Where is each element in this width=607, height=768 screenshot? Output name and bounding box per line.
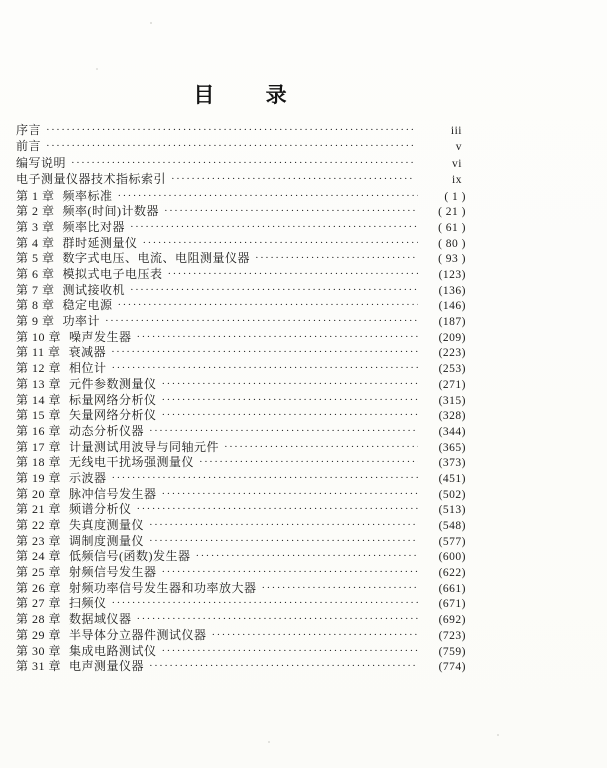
chapter-number: 第 20 章	[16, 486, 62, 501]
page-number: ix	[452, 174, 462, 187]
entry-title: 噪声发生器	[69, 329, 132, 344]
entry-title: 模拟式电子电压表	[62, 267, 163, 281]
toc-entry	[16, 642, 466, 658]
page-number: (451)	[438, 472, 466, 485]
dot-leader	[149, 533, 418, 548]
dot-leader	[196, 548, 418, 563]
page-number: (123)	[438, 269, 466, 281]
dot-leader	[149, 423, 418, 438]
dot-leader	[224, 439, 418, 454]
toc-entry	[16, 137, 466, 153]
chapter-number: 第 25 章	[16, 565, 62, 580]
entry-title: 半导体分立器件测试仪器	[69, 627, 207, 642]
toc-entry	[16, 312, 466, 328]
page-title: 目 录	[193, 83, 289, 107]
chapter-number: 第 2 章	[16, 204, 55, 219]
dot-leader	[112, 470, 418, 485]
dot-leader	[112, 360, 418, 375]
dot-leader	[162, 376, 418, 391]
chapter-number: 第 6 章	[16, 267, 55, 281]
chapter-number: 第 13 章	[16, 376, 62, 391]
chapter-number: 第 28 章	[16, 612, 62, 627]
page-number: (136)	[438, 284, 466, 297]
entry-title: 群时延测量仪	[62, 235, 138, 250]
dot-leader	[130, 219, 418, 234]
chapter-number: 第 24 章	[16, 549, 62, 564]
toc-entry	[16, 485, 466, 501]
page-number: (622)	[438, 567, 466, 580]
entry-title: 前言	[16, 139, 42, 154]
toc-entry	[16, 626, 466, 642]
entry-title: 低频信号(函数)发生器	[69, 549, 191, 564]
dot-leader	[118, 297, 418, 312]
dot-leader	[143, 235, 418, 250]
entry-title: 电声测量仪器	[69, 659, 145, 674]
page-number: (774)	[438, 661, 466, 674]
page-number: ( 1 )	[444, 190, 466, 203]
toc-entry	[16, 218, 466, 234]
page-number: (577)	[438, 535, 466, 548]
toc-entry	[16, 469, 466, 485]
dot-leader	[162, 564, 418, 579]
page-number: vi	[452, 157, 462, 170]
entry-title: 调制度测量仪	[69, 533, 145, 548]
chapter-number: 第 5 章	[16, 251, 55, 266]
page-number: (661)	[438, 582, 466, 595]
dot-leader	[199, 454, 418, 469]
toc-entry	[16, 422, 466, 438]
entry-title: 失真度测量仪	[69, 518, 145, 532]
chapter-number: 第 16 章	[16, 423, 62, 438]
dot-leader	[149, 517, 418, 532]
page-number: (548)	[438, 520, 466, 532]
entry-title: 编写说明	[16, 155, 67, 170]
chapter-number: 第 23 章	[16, 533, 62, 548]
entry-title: 集成电路测试仪	[69, 643, 157, 658]
entry-title: 示波器	[69, 470, 107, 485]
dot-leader	[46, 122, 414, 137]
toc-entry	[16, 657, 466, 673]
page-number: (723)	[438, 629, 466, 642]
page-number: (253)	[438, 363, 466, 376]
front-matter-list	[16, 121, 466, 187]
dot-leader	[171, 171, 414, 186]
toc-entry	[16, 563, 466, 579]
chapter-number: 第 8 章	[16, 298, 55, 313]
page-number: (344)	[438, 425, 466, 438]
dot-leader	[112, 595, 418, 610]
chapter-number: 第 17 章	[16, 439, 62, 454]
entry-title: 扫频仪	[69, 596, 107, 611]
toc-entry	[16, 500, 466, 516]
toc-entry	[16, 187, 466, 203]
page-number: (513)	[438, 504, 466, 517]
dot-leader	[162, 486, 418, 501]
page-number: ( 21 )	[438, 206, 466, 219]
chapter-number: 第 27 章	[16, 596, 62, 611]
chapter-number: 第 1 章	[16, 188, 55, 203]
toc-entry	[16, 343, 466, 359]
toc-entry	[16, 154, 466, 170]
page-number: v	[455, 141, 462, 154]
dot-leader	[46, 138, 414, 153]
chapter-number: 第 31 章	[16, 659, 62, 674]
toc-entry	[16, 170, 466, 186]
toc-entry	[16, 594, 466, 610]
chapter-number: 第 30 章	[16, 643, 62, 658]
page-number: (328)	[438, 410, 466, 423]
chapter-number: 第 19 章	[16, 470, 62, 485]
toc-entry	[16, 579, 466, 595]
page-number: ( 61 )	[438, 221, 466, 234]
dot-leader	[149, 658, 418, 673]
page-number: ( 80 )	[438, 237, 466, 250]
toc-entry	[16, 547, 466, 563]
entry-title: 频率(时间)计数器	[62, 204, 160, 219]
toc-entry	[16, 296, 466, 312]
page-number: (365)	[438, 441, 466, 454]
scan-speck	[497, 734, 499, 736]
dot-leader	[137, 611, 418, 626]
dot-leader	[162, 407, 418, 422]
entry-title: 测试接收机	[62, 282, 126, 297]
entry-title: 无线电干扰场强测量仪	[69, 455, 195, 470]
toc-entry	[16, 202, 466, 218]
chapter-number: 第 11 章	[16, 345, 61, 360]
entry-title: 标量网络分析仪	[69, 392, 157, 407]
page-number: (759)	[438, 645, 466, 658]
entry-title: 频率标准	[62, 188, 113, 203]
page-number: ( 93 )	[438, 253, 466, 266]
entry-title: 计量测试用波导与同轴元件	[69, 439, 220, 454]
chapter-number: 第 26 章	[16, 580, 62, 595]
toc-entry	[16, 453, 466, 469]
entry-title: 电子测量仪器技术指标索引	[16, 172, 167, 187]
page-number: (600)	[438, 551, 466, 564]
page-number: (502)	[438, 488, 466, 501]
dot-leader	[137, 329, 418, 344]
entry-title: 矢量网络分析仪	[69, 408, 157, 423]
entry-title: 序言	[16, 123, 42, 137]
entry-title: 脉冲信号发生器	[69, 486, 157, 501]
page-number: (146)	[438, 300, 466, 313]
toc-entry	[16, 265, 466, 281]
chapter-number: 第 14 章	[16, 392, 62, 407]
dot-leader	[162, 392, 418, 407]
entry-title: 射频信号发生器	[69, 565, 157, 580]
chapter-number: 第 22 章	[16, 518, 62, 532]
toc-entry	[16, 249, 466, 265]
dot-leader	[162, 643, 418, 658]
entry-title: 频率比对器	[62, 219, 126, 234]
chapter-number: 第 21 章	[16, 502, 62, 517]
chapter-number: 第 12 章	[16, 361, 62, 376]
chapter-number: 第 29 章	[16, 627, 62, 642]
page-number: (187)	[438, 316, 466, 329]
toc-content	[16, 0, 466, 673]
chapter-number: 第 18 章	[16, 455, 62, 470]
entry-title: 数据域仪器	[69, 612, 132, 627]
page-number: (692)	[438, 614, 466, 627]
dot-leader	[137, 501, 418, 516]
page-number: (671)	[438, 598, 466, 611]
dot-leader	[168, 266, 418, 281]
dot-leader	[212, 627, 418, 642]
page-number: (373)	[438, 457, 466, 470]
entry-title: 射频功率信号发生器和功率放大器	[69, 580, 257, 595]
toc-entry	[16, 516, 466, 532]
page-number: (271)	[438, 378, 466, 391]
scan-speck	[268, 741, 270, 743]
toc-entry	[16, 281, 466, 297]
dot-leader	[111, 344, 418, 359]
dot-leader	[118, 188, 418, 203]
entry-title: 动态分析仪器	[69, 423, 145, 438]
chapter-number: 第 10 章	[16, 329, 62, 344]
page-number: iii	[450, 125, 462, 137]
entry-title: 衰减器	[68, 345, 107, 360]
dot-leader	[255, 250, 418, 265]
toc-entry	[16, 359, 466, 375]
entry-title: 频谱分析仪	[69, 502, 132, 517]
page-number: (315)	[438, 394, 466, 407]
page-number: (223)	[438, 347, 466, 360]
toc-entry	[16, 438, 466, 454]
toc-entry	[16, 532, 466, 548]
chapter-number: 第 7 章	[16, 282, 55, 297]
toc-entry	[16, 406, 466, 422]
chapter-number: 第 9 章	[16, 314, 55, 329]
toc-entry	[16, 328, 466, 344]
chapter-number: 第 4 章	[16, 235, 55, 250]
entry-title: 稳定电源	[62, 298, 113, 313]
toc-entry	[16, 375, 466, 391]
toc-entry	[16, 610, 466, 626]
chapter-number: 第 3 章	[16, 219, 55, 234]
chapter-list	[16, 187, 466, 673]
dot-leader	[105, 313, 418, 328]
entry-title: 元件参数测量仪	[69, 376, 157, 391]
toc-entry	[16, 121, 466, 137]
dot-leader	[130, 282, 418, 297]
entry-title: 相位计	[69, 361, 107, 376]
dot-leader	[164, 203, 418, 218]
chapter-number: 第 15 章	[16, 408, 62, 423]
toc-entry	[16, 234, 466, 250]
dot-leader	[262, 580, 418, 595]
toc-entry	[16, 391, 466, 407]
entry-title: 功率计	[62, 314, 101, 329]
page-number: (209)	[438, 331, 466, 344]
dot-leader	[71, 155, 414, 170]
entry-title: 数字式电压、电流、电阻测量仪器	[62, 251, 251, 266]
